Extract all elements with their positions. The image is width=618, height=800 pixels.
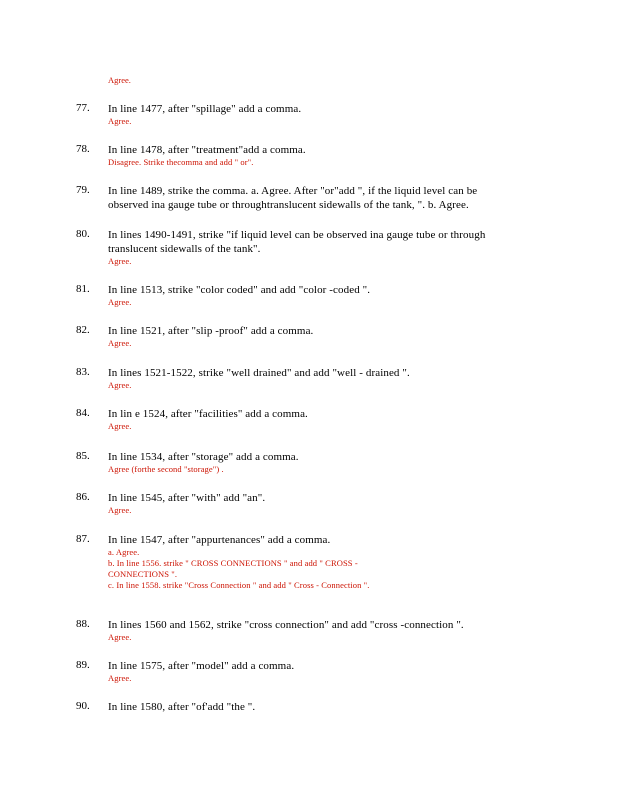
response-line: Agree.	[108, 505, 132, 515]
comment-line: In lin e 1524, after "facilities" add a comma.	[108, 408, 308, 420]
comment-line: In line 1513, strike "color coded" and add "color -coded ".	[108, 284, 371, 296]
item-number: 86.	[76, 491, 90, 503]
comment-line: In line 1477, after "spillage" add a comma.	[108, 103, 302, 115]
item-body	[108, 659, 518, 684]
comment-line: In line 1478, after "treatment"add a comma.	[108, 144, 306, 156]
item-body	[108, 184, 518, 212]
item-number: 80.	[76, 228, 90, 240]
comment-line: observed ina gauge tube or throughtranslucent sidewalls of the tank, ". b. Agree.	[108, 199, 469, 211]
item-body	[108, 283, 518, 308]
item-number: 87.	[76, 533, 90, 545]
comment-line: In line 1521, after "slip -proof" add a comma.	[108, 325, 314, 337]
item-number: 82.	[76, 324, 90, 336]
item-number: 85.	[76, 450, 90, 462]
comment-line: In line 1545, after "with" add "an".	[108, 492, 266, 504]
item-body	[108, 450, 518, 475]
item-number: 77.	[76, 102, 90, 114]
item-body	[108, 366, 518, 391]
item-body	[108, 533, 518, 591]
comment-line: In line 1489, strike the comma. a. Agree. After "or"add ", if the liquid level can be	[108, 185, 478, 197]
item-body	[108, 491, 518, 516]
comment-line: In line 1580, after "of'add "the ".	[108, 701, 256, 713]
comment-line: In line 1547, after "appurtenances" add a comma.	[108, 534, 331, 546]
response-line: Agree.	[108, 673, 132, 683]
response-line: b. In line 1556. strike " CROSS CONNECTIONS " and add " CROSS -	[108, 558, 358, 568]
item-number: 83.	[76, 366, 90, 378]
top-response: Agree.	[108, 75, 131, 85]
item-body	[108, 102, 518, 127]
comment-line: In line 1534, after "storage" add a comma.	[108, 451, 299, 463]
item-number: 79.	[76, 184, 90, 196]
item-number: 90.	[76, 700, 90, 712]
item-body	[108, 407, 518, 432]
comment-line: In lines 1521-1522, strike "well drained" and add "well - drained ".	[108, 367, 410, 379]
comment-line: In line 1575, after "model" add a comma.	[108, 660, 295, 672]
comment-line: In lines 1560 and 1562, strike "cross connection" and add "cross -connection ".	[108, 619, 464, 631]
response-line: Agree.	[108, 421, 132, 431]
response-line: c. In line 1558. strike "Cross Connection " and add " Cross - Connection ".	[108, 580, 370, 590]
response-line: Agree.	[108, 632, 132, 642]
response-line: Agree.	[108, 116, 132, 126]
item-number: 88.	[76, 618, 90, 630]
item-body	[108, 143, 518, 168]
item-body	[108, 324, 518, 349]
response-line: Agree.	[108, 338, 132, 348]
comment-line: translucent sidewalls of the tank".	[108, 243, 261, 255]
response-line: Agree.	[108, 256, 132, 266]
response-line: a. Agree.	[108, 547, 140, 557]
item-body	[108, 700, 518, 714]
response-line: Agree.	[108, 380, 132, 390]
item-number: 89.	[76, 659, 90, 671]
response-line: Disagree. Strike thecomma and add " or".	[108, 157, 254, 167]
response-line: Agree.	[108, 297, 132, 307]
item-number: 84.	[76, 407, 90, 419]
item-body	[108, 228, 518, 267]
item-number: 78.	[76, 143, 90, 155]
item-number: 81.	[76, 283, 90, 295]
comment-line: In lines 1490-1491, strike "if liquid level can be observed ina gauge tube or through	[108, 229, 486, 241]
response-line: Agree (forthe second "storage") .	[108, 464, 224, 474]
response-line: CONNECTIONS ".	[108, 569, 178, 579]
item-body	[108, 618, 518, 643]
